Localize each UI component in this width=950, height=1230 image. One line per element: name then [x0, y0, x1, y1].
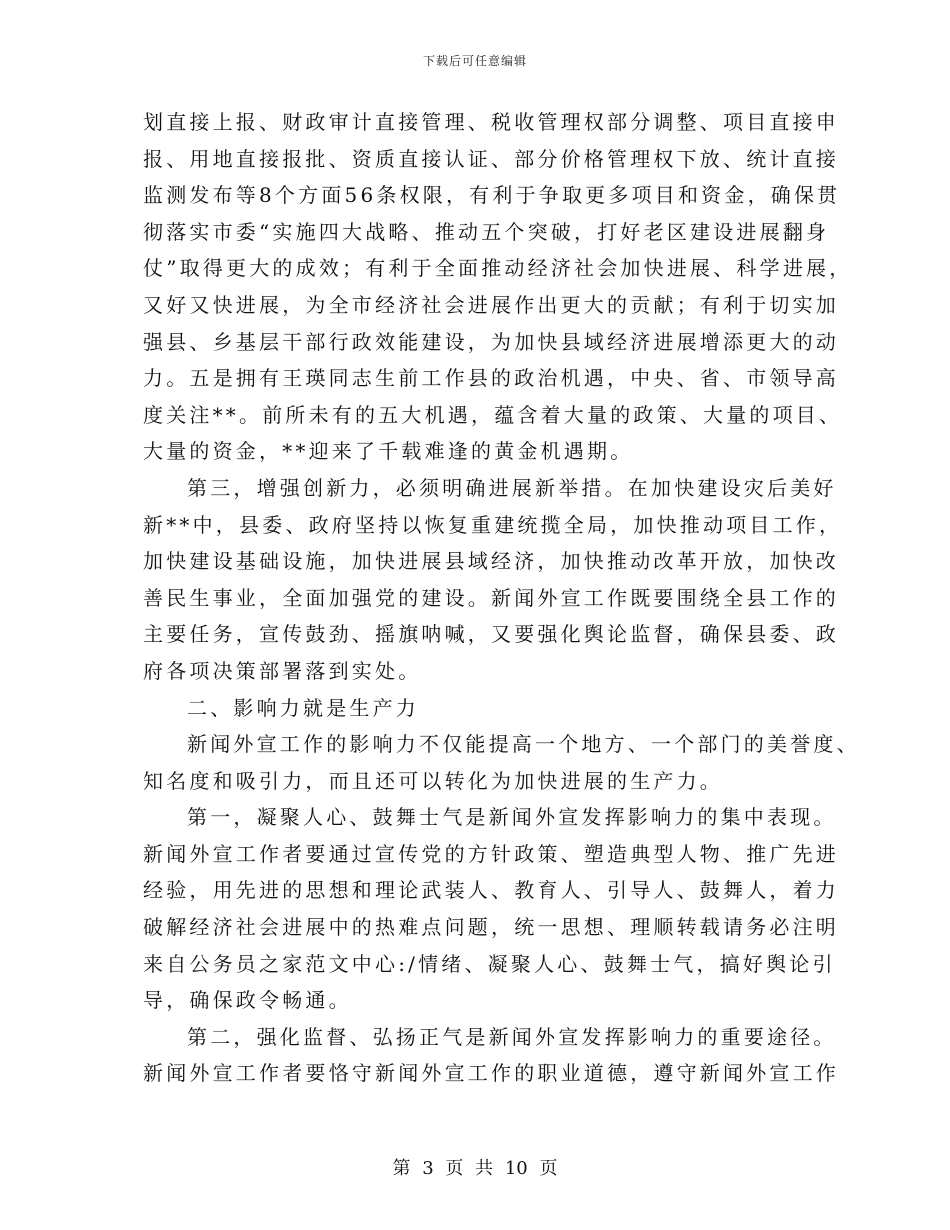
- text-line: 经验，用先进的思想和理论武装人、教育人、引导人、鼓舞人，着力: [143, 878, 839, 903]
- text-line: 第二，强化监督、弘扬正气是新闻外宣发挥影响力的重要途径。: [187, 1024, 837, 1049]
- text-line: 破解经济社会进展中的热难点问题，统一思想、理顺转载请务必注明: [143, 915, 839, 940]
- page-footer: 第 3 页 共 10 页: [392, 1158, 558, 1179]
- text-line: 导，确保政令畅通。: [143, 988, 352, 1013]
- text-line: 知名度和吸引力，而且还可以转化为加快进展的生产力。: [143, 768, 723, 793]
- text-line: 第一，凝聚人心、鼓舞士气是新闻外宣发挥影响力的集中表现。: [187, 805, 837, 830]
- text-line: 仗”取得更大的成效；有利于全面推动经济社会加快进展、科学进展，: [143, 256, 853, 281]
- text-line: 新闻外宣工作的影响力不仅能提高一个地方、一个部门的美誉度、: [187, 732, 860, 757]
- text-line: 善民生事业，全面加强党的建设。新闻外宣工作既要围绕全县工作的: [143, 585, 839, 610]
- text-line: 彻落实市委“实施四大战略、推动五个突破，打好老区建设进展翻身: [143, 219, 830, 244]
- text-line: 新**中，县委、政府坚持以恢复重建统揽全局，加快推动项目工作，: [143, 512, 843, 537]
- text-line: 新闻外宣工作者要通过宣传党的方针政策、塑造典型人物、推广先进: [143, 841, 839, 866]
- section-heading: 二、影响力就是生产力: [187, 695, 419, 720]
- text-line: 府各项决策部署落到实处。: [143, 658, 422, 683]
- text-line: 加快建设基础设施，加快进展县域经济，加快推动改革开放，加快改: [143, 549, 839, 574]
- document-body: [143, 104, 860, 1092]
- text-line: 大量的资金，**迎来了千载难逢的黄金机遇期。: [143, 439, 634, 464]
- text-line: 又好又快进展，为全市经济社会进展作出更大的贡献；有利于切实加: [143, 292, 839, 317]
- text-line: 来自公务员之家范文中心:/情绪、凝聚人心、鼓舞士气，搞好舆论引: [143, 951, 836, 976]
- text-line: 新闻外宣工作者要恪守新闻外宣工作的职业道德，遵守新闻外宣工作: [143, 1061, 839, 1086]
- page-header: 下载后可任意编辑: [422, 54, 527, 68]
- text-line: 度关注**。前所未有的五大机遇，蕴含着大量的政策、大量的项目、: [143, 402, 843, 427]
- text-line: 监测发布等8个方面56条权限，有利于争取更多项目和资金，确保贯: [143, 183, 841, 208]
- text-line: 第三，增强创新力，必须明确进展新举措。在加快建设灾后美好: [187, 475, 837, 500]
- text-line: 报、用地直接报批、资质直接认证、部分价格管理权下放、统计直接: [143, 146, 839, 171]
- text-line: 强县、乡基层干部行政效能建设，为加快县域经济进展增添更大的动: [143, 329, 839, 354]
- text-line: 力。五是拥有王瑛同志生前工作县的政治机遇，中央、省、市领导高: [143, 366, 839, 391]
- text-line: 主要任务，宣传鼓劲、摇旗呐喊，又要强化舆论监督，确保县委、政: [143, 622, 839, 647]
- text-line: 划直接上报、财政审计直接管理、税收管理权部分调整、项目直接申: [143, 110, 839, 134]
